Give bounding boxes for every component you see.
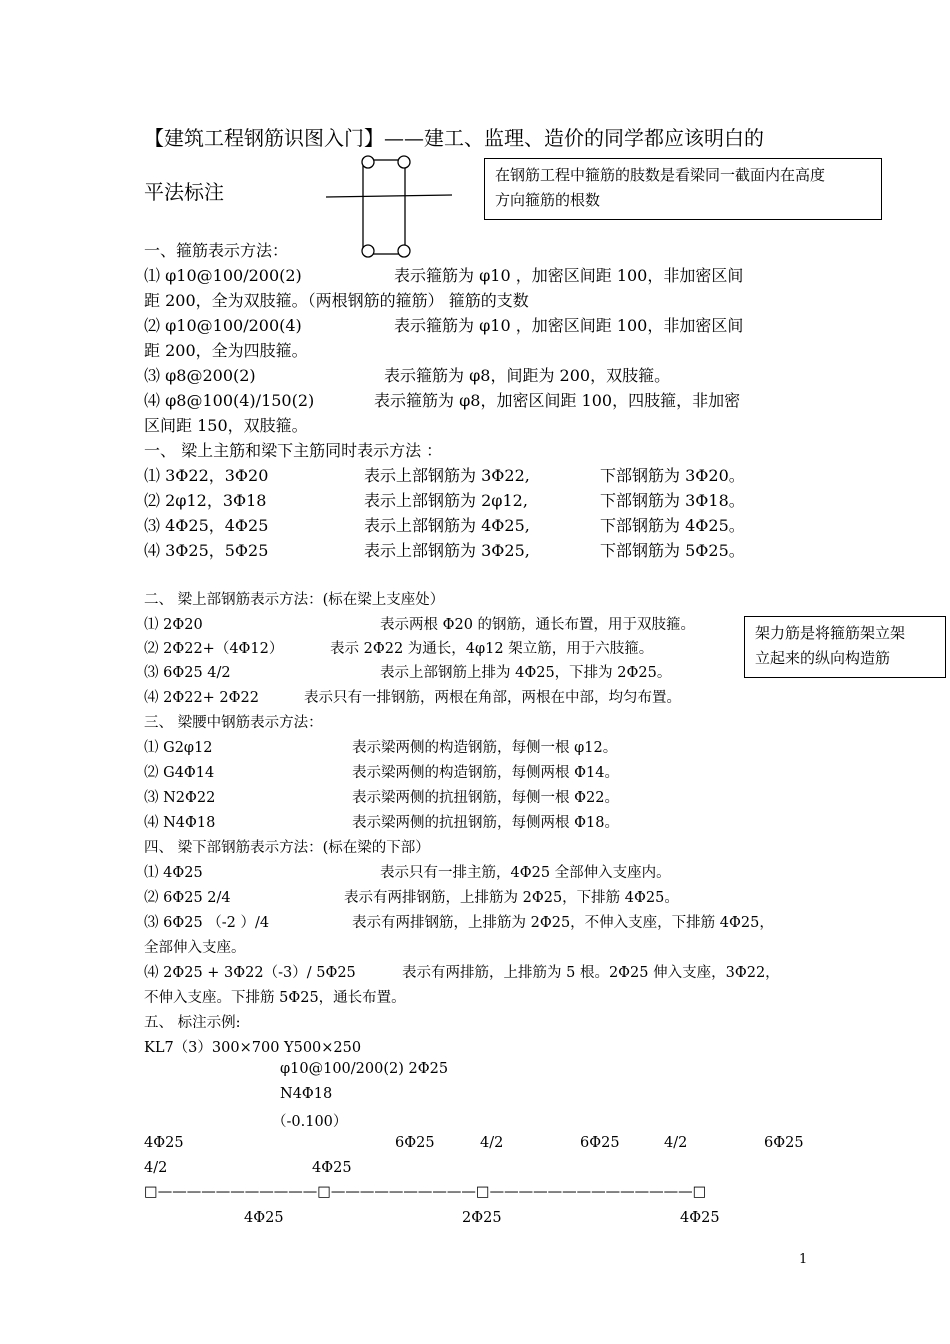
list-item-desc: 表示只有一排主筋，4Φ25 全部伸入支座内。: [380, 865, 671, 881]
page-number: 1: [799, 1252, 808, 1267]
list-item-desc: 表示有两排钢筋，上排筋为 2Φ25，下排筋 4Φ25。: [344, 890, 679, 906]
list-item-top: 表示上部钢筋为 3Φ25,: [364, 541, 530, 560]
example-support-label: 6Φ25: [395, 1135, 435, 1151]
list-item-desc: 表示箍筋为 φ8，加密区间距 100，四肢箍，非加密: [374, 391, 741, 410]
list-item-desc: 表示梁两侧的构造钢筋，每侧两根 Φ14。: [352, 765, 619, 781]
list-item-bottom: 下部钢筋为 4Φ25。: [600, 516, 745, 535]
list-item-desc: 表示有两排筋，上排筋为 5 根。2Φ25 伸入支座，3Φ22，: [402, 965, 780, 981]
list-item-bottom: 下部钢筋为 3Φ20。: [600, 466, 745, 485]
section-heading-stirrup: 一、箍筋表示方法：: [144, 241, 289, 260]
example-bottom-label: 4Φ25: [680, 1210, 720, 1226]
example-support-label: 4/2: [664, 1135, 688, 1151]
list-item-code: ⑷ 2Φ22+ 2Φ22: [144, 690, 259, 706]
section-heading-top: 二、 梁上部钢筋表示方法：(标在梁上支座处）: [144, 592, 445, 608]
list-item-code: ⑶ 6Φ25 4/2: [144, 665, 231, 681]
list-item-top: 表示上部钢筋为 4Φ25,: [364, 516, 530, 535]
list-item-desc: 表示上部钢筋上排为 4Φ25，下排为 2Φ25。: [380, 665, 672, 681]
example-support-label: 6Φ25: [580, 1135, 620, 1151]
list-item-code: ⑷ N4Φ18: [144, 815, 216, 831]
list-item-desc: 表示箍筋为 φ8，间距为 200，双肢箍。: [384, 366, 671, 385]
list-item-code: ⑷ 3Φ25，5Φ25: [144, 541, 269, 560]
note-line: 方向箍筋的根数: [495, 191, 601, 209]
stirrup-note-box: [484, 158, 882, 220]
list-item-desc: 表示梁两侧的抗扭钢筋，每侧一根 Φ22。: [352, 790, 619, 806]
list-item-code: ⑵ 2φ12，3Φ18: [144, 491, 267, 510]
list-item-top: 表示上部钢筋为 2φ12,: [364, 491, 528, 510]
list-item-code: ⑵ 6Φ25 2/4: [144, 890, 231, 906]
section-heading-main: 一、 梁上主筋和梁下主筋同时表示方法 ：: [144, 441, 443, 460]
list-item-cont: 不伸入支座。下排筋 5Φ25，通长布置。: [144, 990, 406, 1006]
list-item-bottom: 下部钢筋为 5Φ25。: [600, 541, 745, 560]
section-heading-bottom: 四、 梁下部钢筋表示方法：(标在梁的下部）: [144, 840, 430, 856]
list-item-code: ⑵ 2Φ22+（4Φ12）: [144, 641, 284, 657]
list-item-bottom: 下部钢筋为 3Φ18。: [600, 491, 745, 510]
note-line: 在钢筋工程中箍筋的肢数是看梁同一截面内在高度: [495, 166, 826, 184]
list-item-desc: 表示只有一排钢筋，两根在角部，两根在中部，均匀布置。: [304, 690, 681, 706]
list-item-desc: 表示 2Φ22 为通长，4φ12 架立筋，用于六肢箍。: [330, 641, 654, 657]
list-item-cont: 区间距 150，双肢箍。: [144, 416, 308, 435]
example-bottom-label: 4Φ25: [244, 1210, 284, 1226]
list-item-desc: 表示有两排钢筋，上排筋为 2Φ25，不伸入支座，下排筋 4Φ25，: [352, 915, 774, 931]
list-item-code: ⑶ 4Φ25，4Φ25: [144, 516, 269, 535]
example-support-label: 4Φ25: [144, 1135, 184, 1151]
list-item-top: 表示上部钢筋为 3Φ22,: [364, 466, 530, 485]
example-support-label: 6Φ25: [764, 1135, 804, 1151]
list-item-code: ⑷ 2Φ25 + 3Φ22（-3）/ 5Φ25: [144, 965, 356, 981]
example-support-label: 4/2: [144, 1160, 168, 1176]
example-elevation: （-0.100）: [272, 1114, 348, 1130]
page-title: 【建筑工程钢筋识图入门】——建工、监理、造价的同学都应该明白的: [144, 126, 764, 150]
stirrup-diagram: [326, 152, 456, 262]
example-beam-line: □———————————□——————————□——————————————□: [144, 1184, 707, 1200]
list-item-code: ⑴ 3Φ22，3Φ20: [144, 466, 269, 485]
list-item-desc: 表示箍筋为 φ10 ，加密区间距 100，非加密区间: [394, 266, 744, 285]
list-item-code: ⑶ 6Φ25 （-2 ）/4: [144, 915, 270, 931]
list-item-code: ⑶ N2Φ22: [144, 790, 216, 806]
list-item-cont: 距 200，全为四肢箍。: [144, 341, 308, 360]
list-item-code: ⑴ G2φ12: [144, 740, 213, 756]
list-item-code: ⑷ φ8@100(4)/150(2): [144, 391, 315, 410]
section-heading-waist: 三、 梁腰中钢筋表示方法：: [144, 715, 323, 731]
example-beam-code: KL7（3）300×700 Y500×250: [144, 1040, 362, 1056]
list-item-desc: 表示箍筋为 φ10 ，加密区间距 100，非加密区间: [394, 316, 744, 335]
page-subtitle: 平法标注: [144, 180, 224, 204]
list-item-cont: 全部伸入支座。: [144, 940, 246, 956]
section-heading-example: 五、 标注示例:: [144, 1015, 241, 1031]
erection-bar-note-box: [744, 616, 946, 678]
note-line: 架力筋是将箍筋架立架: [755, 624, 906, 642]
list-item-code: ⑵ G4Φ14: [144, 765, 215, 781]
list-item-code: ⑴ 4Φ25: [144, 865, 203, 881]
list-item-cont: 距 200，全为双肢箍。（两根钢筋的箍筋） 箍筋的支数: [144, 291, 529, 310]
list-item-desc: 表示梁两侧的抗扭钢筋，每侧两根 Φ18。: [352, 815, 619, 831]
example-bottom-label: 2Φ25: [462, 1210, 502, 1226]
note-line: 立起来的纵向构造筋: [755, 649, 891, 667]
list-item-desc: 表示梁两侧的构造钢筋，每侧一根 φ12。: [352, 740, 618, 756]
example-stirrup: φ10@100/200(2) 2Φ25: [280, 1061, 449, 1077]
example-support-label: 4Φ25: [312, 1160, 352, 1176]
list-item-code: ⑶ φ8@200(2): [144, 366, 256, 385]
example-support-label: 4/2: [480, 1135, 504, 1151]
list-item-code: ⑴ 2Φ20: [144, 617, 203, 633]
list-item-desc: 表示两根 Φ20 的钢筋，通长布置，用于双肢箍。: [380, 617, 696, 633]
list-item-code: ⑴ φ10@100/200(2): [144, 266, 302, 285]
example-waist: N4Φ18: [280, 1086, 333, 1102]
list-item-code: ⑵ φ10@100/200(4): [144, 316, 302, 335]
